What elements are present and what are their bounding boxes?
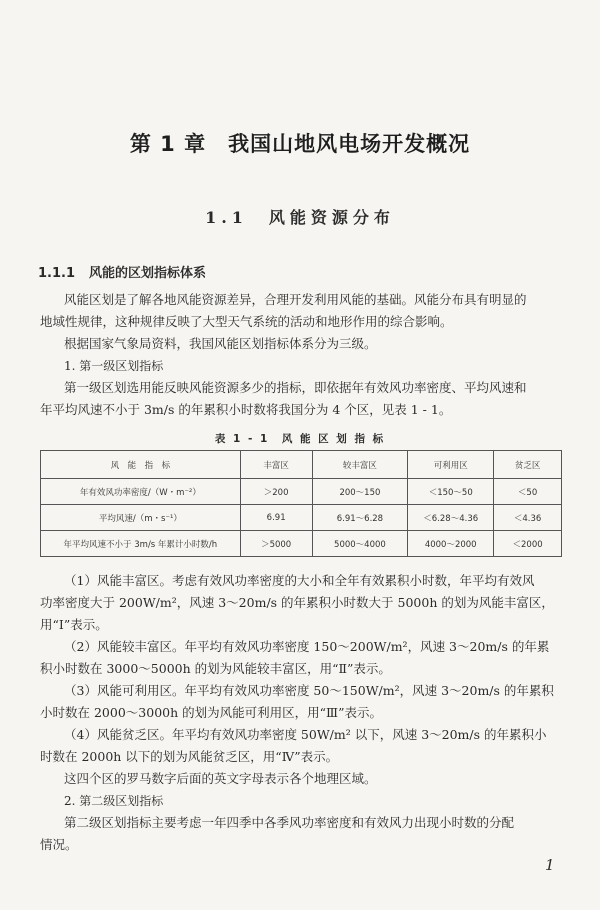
intro-paragraph [40,289,562,355]
table-cell: ＞200 [240,479,312,505]
paragraph-line: 根据国家气象局资料，我国风能区划指标体系分为三级。 [64,336,377,351]
subsection-number: 1.1.1 [38,266,76,281]
header-cell: 贫乏区 [494,451,562,479]
paragraph-line: 情况。 [40,837,78,852]
table-cell: ＜2000 [494,531,562,557]
paragraph-line: 年平均风速不小于 3m/s 的年累积小时数将我国分为 4 个区，见表 1 - 1。 [40,402,452,417]
chapter-title: 第 1 章 我国山地风电场开发概况 [129,132,471,156]
table-cell: ＜50 [494,479,562,505]
table-row [41,505,562,531]
zone-descriptions [40,570,562,856]
item-1-line: 功率密度大于 200W/m²，风速 3～20m/s 的年累积小时数大于 5000h 的划为风能丰富区， [40,595,554,610]
level2-heading: 2. 第二级区划指标 [64,794,164,808]
paragraph-line: 第二级区划指标主要考虑一年四季中各季风功率密度和有效风力出现小时数的分配 [64,815,515,830]
wind-zoning-table [40,450,562,557]
item-2-line: 积小时数在 3000～5000h 的划为风能较丰富区，用“Ⅱ”表示。 [40,661,391,676]
paragraph-line: 第一级区划选用能反映风能资源多少的指标，即依据年有效风功率密度、平均风速和 [64,380,527,395]
table-cell: ＜150～50 [408,479,494,505]
table-row [41,531,562,557]
header-cell: 风 能 指 标 [41,451,241,479]
table-row [41,479,562,505]
paragraph-line: 风能区划是了解各地风能资源差异，合理开发利用风能的基础。风能分布具有明显的 [64,292,527,307]
table-cell: ＞5000 [240,531,312,557]
table-cell: 4000～2000 [408,531,494,557]
table-cell: 年平均风速不小于 3m/s 年累计小时数/h [41,531,241,557]
subsection-heading [38,262,206,281]
table-cell: ＜6.28～4.36 [408,505,494,531]
table-header-row [41,451,562,479]
item-3-line: 小时数在 2000～3000h 的划为风能可利用区，用“Ⅲ”表示。 [40,705,382,720]
table-cell: 5000～4000 [312,531,408,557]
item-1-line: 用“Ⅰ”表示。 [40,617,108,632]
header-cell: 可利用区 [408,451,494,479]
table-cell: ＜4.36 [494,505,562,531]
level1-block [40,355,562,421]
item-4-line: （4）风能贫乏区。年平均有效风功率密度 50W/m² 以下，风速 3～20m/s 的年累积小 [64,727,547,742]
table-cell: 6.91～6.28 [312,505,408,531]
page-number: 1 [545,856,555,874]
item-1-line: （1）风能丰富区。考虑有效风功率密度的大小和全年有效累积小时数，年平均有效风 [64,573,535,588]
table-cell: 200～150 [312,479,408,505]
item-4-line: 时数在 2000h 以下的划为风能贫乏区，用“Ⅳ”表示。 [40,749,339,764]
note-line: 这四个区的罗马数字后面的英文字母表示各个地理区域。 [64,771,377,786]
paragraph-line: 地域性规律，这种规律反映了大型天气系统的活动和地形作用的综合影响。 [40,314,453,329]
table-cell: 6.91 [240,505,312,531]
item-3-line: （3）风能可利用区。年平均有效风功率密度 50～150W/m²，风速 3～20m/s 的年累积 [64,683,554,698]
table-caption: 表 1 - 1 风 能 区 划 指 标 [214,433,386,445]
subsection-title: 风能的区划指标体系 [89,266,207,281]
table-cell: 年有效风功率密度/（W・m⁻²） [41,479,241,505]
section-title: 1.1 风能资源分布 [205,208,395,227]
item-2-line: （2）风能较丰富区。年平均有效风功率密度 150～200W/m²，风速 3～20m/s 的年累 [64,639,550,654]
header-cell: 丰富区 [240,451,312,479]
level1-heading: 1. 第一级区划指标 [64,359,164,373]
header-cell: 较丰富区 [312,451,408,479]
table-cell: 平均风速/（m・s⁻¹） [41,505,241,531]
